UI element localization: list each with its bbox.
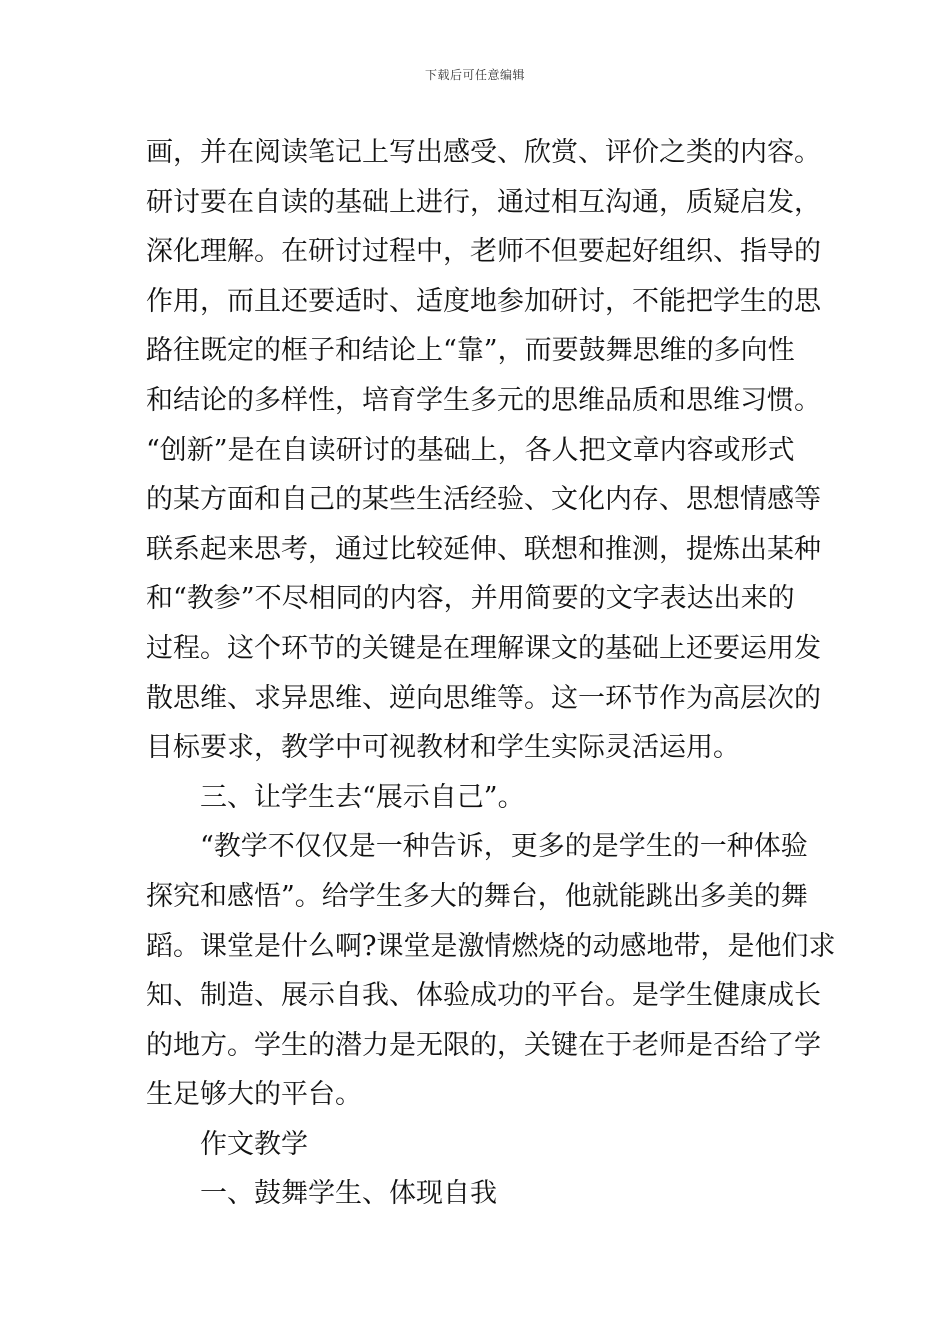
paragraph-line: 目标要求，教学中可视教材和学生实际灵活运用。 [146, 732, 740, 764]
paragraph-line: 作用，而且还要适时、适度地参加研讨，不能把学生的思 [146, 285, 821, 317]
paragraph-line: 探究和感悟”。给学生多大的舞台，他就能跳出多美的舞 [146, 880, 808, 912]
paragraph-line: 和“教参”不尽相同的内容，并用简要的文字表达出来的 [146, 583, 795, 615]
paragraph-line: 联系起来思考，通过比较延伸、联想和推测，提炼出某种 [146, 533, 821, 565]
paragraph-line: 知、制造、展示自我、体验成功的平台。是学生健康成长 [146, 980, 821, 1012]
paragraph-line: 和结论的多样性，培育学生多元的思维品质和思维习惯。 [146, 384, 821, 416]
section-heading: 一、鼓舞学生、体现自我 [200, 1178, 497, 1210]
paragraph-line: “教学不仅仅是一种告诉，更多的是学生的一种体验 [200, 831, 808, 863]
paragraph-line: 深化理解。在研讨过程中，老师不但要起好组织、指导的 [146, 236, 821, 268]
paragraph-line: 散思维、求异思维、逆向思维等。这一环节作为高层次的 [146, 682, 821, 714]
section-heading: 三、让学生去“展示自己”。 [200, 781, 525, 813]
paragraph-line: 路往既定的框子和结论上“靠”，而要鼓舞思维的多向性 [146, 335, 795, 367]
paragraph-line: 生足够大的平台。 [146, 1079, 362, 1111]
paragraph-line: 过程。这个环节的关键是在理解课文的基础上还要运用发 [146, 632, 821, 664]
paragraph-line: 研讨要在自读的基础上进行，通过相互沟通，质疑启发， [146, 186, 821, 218]
paragraph-line: 的某方面和自己的某些生活经验、文化内存、思想情感等 [146, 484, 821, 516]
paragraph-line: 的地方。学生的潜力是无限的，关键在于老师是否给了学 [146, 1029, 821, 1061]
section-heading: 作文教学 [200, 1128, 308, 1160]
paragraph-line: 蹈。课堂是什么啊?课堂是激情燃烧的动感地带，是他们求 [146, 930, 836, 962]
page-header: 下载后可任意编辑 [424, 68, 525, 82]
document-body [146, 128, 836, 1219]
paragraph-line: “创新”是在自读研讨的基础上，各人把文章内容或形式 [146, 434, 795, 466]
paragraph-line: 画，并在阅读笔记上写出感受、欣赏、评价之类的内容。 [146, 137, 821, 168]
